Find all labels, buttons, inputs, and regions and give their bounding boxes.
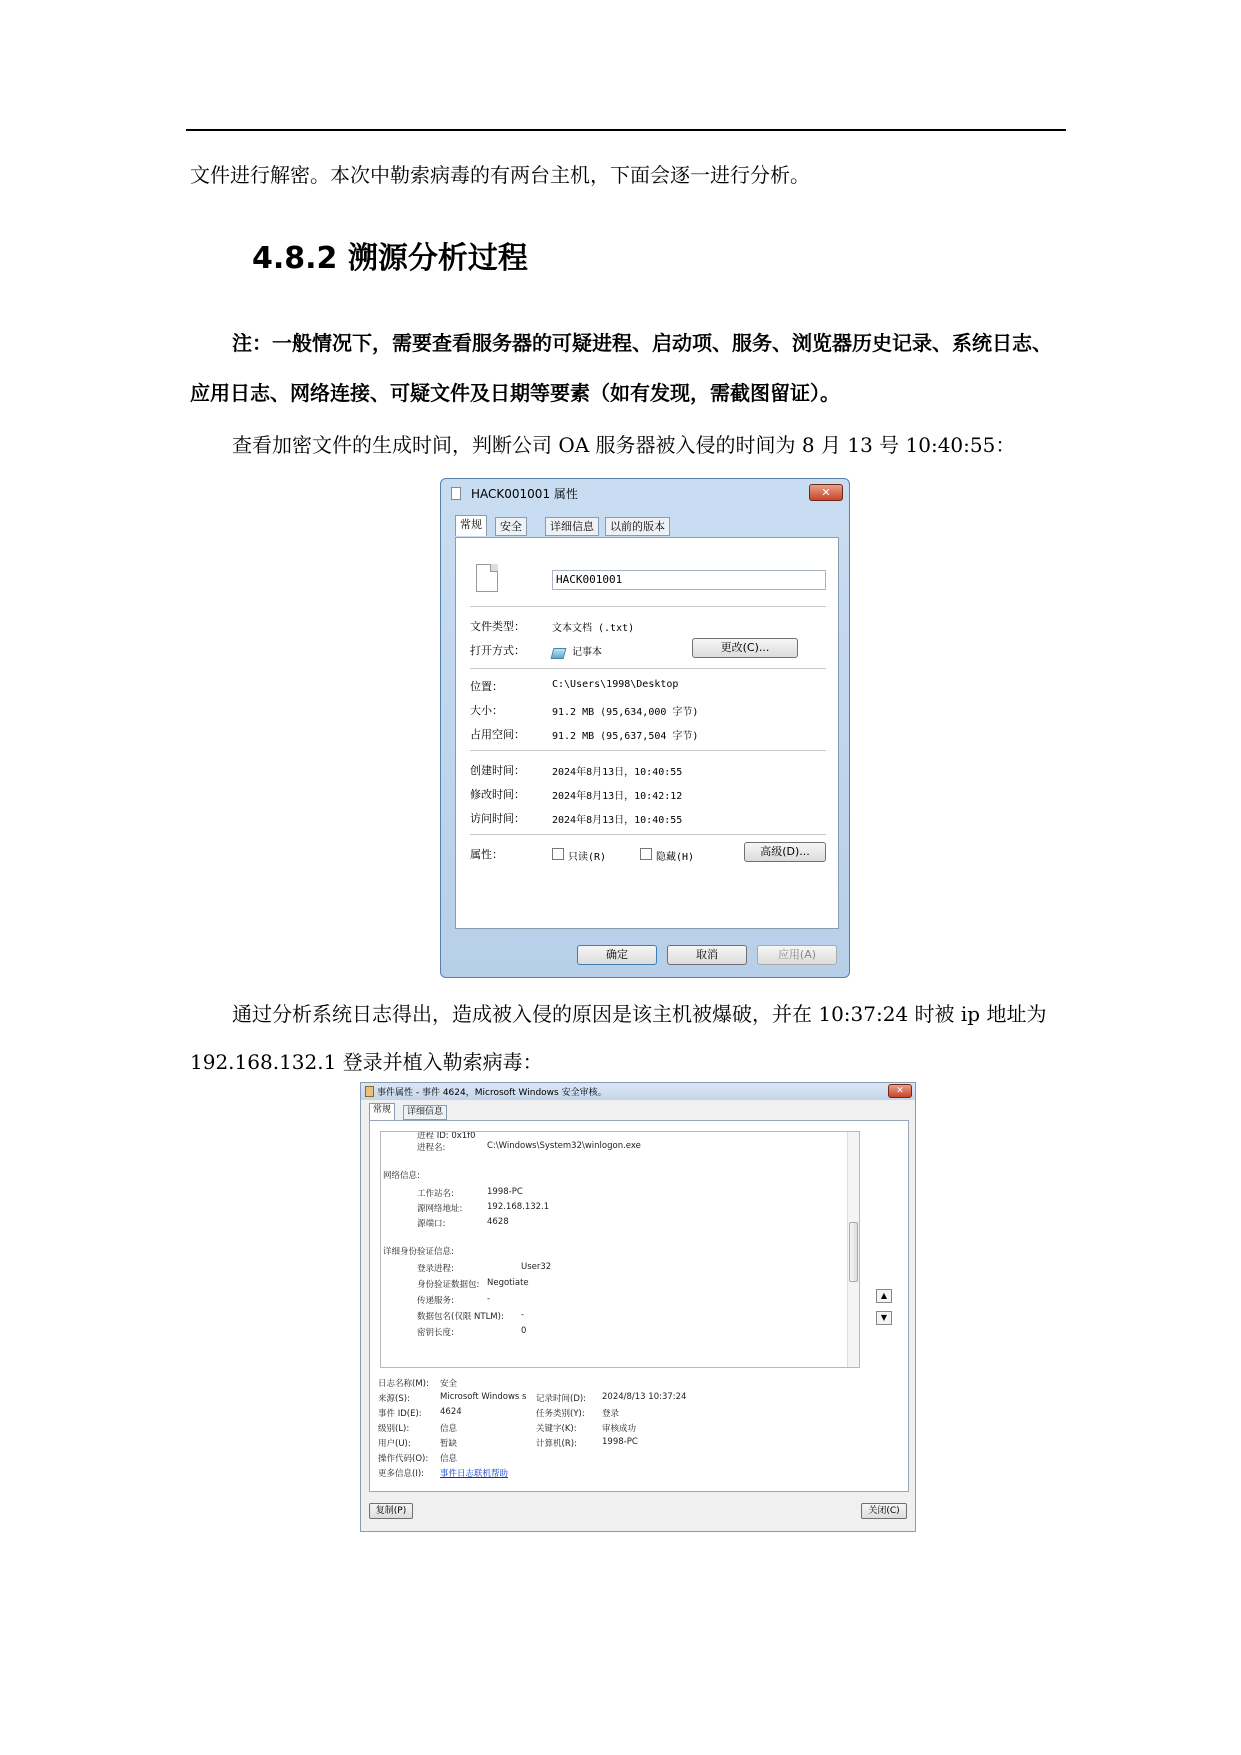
section-heading: 4.8.2 溯源分析过程 <box>252 241 528 276</box>
dialog-title: 事件属性 - 事件 4624，Microsoft Windows 安全审核。 <box>377 1088 607 1098</box>
modified-label: 修改时间： <box>470 788 525 801</box>
tab-details[interactable]: 详细信息 <box>403 1105 447 1120</box>
close-button[interactable]: 关闭(C) <box>861 1503 907 1519</box>
note-paragraph: 注：一般情况下，需要查看服务器的可疑进程、启动项、服务、浏览器历史记录、系统日志、应用日志、网络连接、可疑文件及日期等要素（如有发现，需截图留证）。 <box>190 331 1052 405</box>
general-panel <box>369 1120 909 1492</box>
general-panel <box>455 537 839 929</box>
paragraph-intro: 文件进行解密。本次中勒索病毒的有两台主机，下面会逐一进行分析。 <box>190 163 810 187</box>
advanced-button[interactable]: 高级(D)... <box>744 842 826 862</box>
auth-header: 详细身份验证信息: <box>383 1247 454 1257</box>
paragraph-file-time: 查看加密文件的生成时间，判断公司 OA 服务器被入侵的时间为 8 月 13 号 10:40:55： <box>232 433 1016 457</box>
modified-value: 2024年8月13日，10:42:12 <box>552 791 683 802</box>
filename-field[interactable]: HACK001001 <box>552 570 826 590</box>
event-description <box>380 1131 860 1368</box>
keywords-value: 审核成功 <box>602 1424 637 1434</box>
close-icon[interactable]: ✕ <box>809 484 843 501</box>
disk-size-value: 91.2 MB (95,637,504 字节) <box>552 731 699 742</box>
source-value: Microsoft Windows s <box>440 1392 527 1402</box>
file-type-value: 文本文档 (.txt) <box>552 623 635 634</box>
opcode-value: 信息 <box>440 1454 458 1464</box>
hidden-label: 隐藏(H) <box>656 852 695 863</box>
notepad-icon <box>551 648 567 659</box>
document-icon <box>476 564 498 592</box>
paragraph-event-analysis: 通过分析系统日志得出，造成被入侵的原因是该主机被爆破，并在 10:37:24 时被 ip 地址为 192.168.132.1 登录并植入勒索病毒： <box>190 1002 1047 1074</box>
logged-label: 记录时间(D): <box>536 1394 587 1404</box>
open-with-value: 记事本 <box>572 647 602 658</box>
created-label: 创建时间： <box>470 764 525 777</box>
computer-value: 1998-PC <box>602 1437 638 1447</box>
source-address-label: 源网络地址: <box>417 1204 463 1214</box>
file-icon <box>451 487 461 500</box>
tab-security[interactable]: 安全 <box>495 517 527 536</box>
logon-process-value: User32 <box>521 1262 552 1272</box>
task-category-label: 任务类别(Y): <box>536 1409 585 1419</box>
vertical-scrollbar[interactable] <box>847 1132 859 1367</box>
network-header: 网络信息: <box>383 1171 420 1181</box>
transited-value: - <box>487 1294 491 1304</box>
dialog-title: HACK001001 属性 <box>471 487 578 501</box>
source-address-value: 192.168.132.1 <box>487 1202 550 1212</box>
event-icon <box>365 1086 374 1097</box>
tab-details[interactable]: 详细信息 <box>545 517 599 536</box>
cancel-button[interactable]: 取消 <box>667 945 747 965</box>
process-name-value: C:\Windows\System32\winlogon.exe <box>487 1141 641 1151</box>
keywords-label: 关键字(K): <box>536 1424 577 1434</box>
level-label: 级别(L): <box>378 1424 410 1434</box>
logon-process-label: 登录进程: <box>417 1264 454 1274</box>
tab-general[interactable]: 常规 <box>369 1103 395 1120</box>
source-label: 来源(S): <box>378 1394 410 1404</box>
process-name-label: 进程名: <box>417 1143 446 1153</box>
accessed-label: 访问时间： <box>470 812 525 825</box>
file-type-label: 文件类型： <box>470 620 525 633</box>
attributes-label: 属性： <box>470 848 503 861</box>
source-port-value: 4628 <box>487 1217 509 1227</box>
divider <box>470 834 826 835</box>
event-log-help-link[interactable]: 事件日志联机帮助 <box>440 1469 509 1479</box>
tab-general[interactable]: 常规 <box>455 515 487 536</box>
down-arrow-icon[interactable]: ▼ <box>876 1311 892 1325</box>
more-info-label: 更多信息(I): <box>378 1469 425 1479</box>
user-value: 暂缺 <box>440 1439 458 1449</box>
divider <box>470 668 826 669</box>
size-value: 91.2 MB (95,634,000 字节) <box>552 707 699 718</box>
task-category-value: 登录 <box>602 1409 620 1419</box>
change-button[interactable]: 更改(C)... <box>692 638 798 658</box>
up-arrow-icon[interactable]: ▲ <box>876 1289 892 1303</box>
header-rule <box>186 129 1066 131</box>
log-name-value: 安全 <box>440 1379 458 1389</box>
event-properties-dialog <box>360 1082 916 1532</box>
transited-label: 传递服务: <box>417 1296 454 1306</box>
file-properties-dialog <box>440 478 850 978</box>
disk-size-label: 占用空间： <box>470 728 525 741</box>
readonly-label: 只读(R) <box>568 852 607 863</box>
cut-off-line: 进程 ID: 0x1f0 <box>417 1131 476 1141</box>
workstation-label: 工作站名: <box>417 1189 454 1199</box>
level-value: 信息 <box>440 1424 458 1434</box>
hidden-checkbox[interactable] <box>640 848 652 860</box>
apply-button[interactable]: 应用(A) <box>757 945 837 965</box>
dialog-titlebar <box>441 479 849 507</box>
close-icon[interactable]: ✕ <box>888 1084 912 1098</box>
location-value: C:\Users\1998\Desktop <box>552 679 679 690</box>
opcode-label: 操作代码(O): <box>378 1454 429 1464</box>
readonly-checkbox[interactable] <box>552 848 564 860</box>
created-value: 2024年8月13日，10:40:55 <box>552 767 683 778</box>
accessed-value: 2024年8月13日，10:40:55 <box>552 815 683 826</box>
tab-previous-versions[interactable]: 以前的版本 <box>605 517 670 536</box>
event-id-value: 4624 <box>440 1407 462 1417</box>
workstation-value: 1998-PC <box>487 1187 523 1197</box>
package-name-value: - <box>521 1310 525 1320</box>
computer-label: 计算机(R): <box>536 1439 577 1449</box>
package-name-label: 数据包名(仅限 NTLM): <box>417 1312 504 1322</box>
scroll-thumb[interactable] <box>849 1222 858 1282</box>
auth-package-label: 身份验证数据包: <box>417 1280 480 1290</box>
logged-value: 2024/8/13 10:37:24 <box>602 1392 687 1402</box>
copy-button[interactable]: 复制(P) <box>369 1503 413 1519</box>
log-name-label: 日志名称(M): <box>378 1379 429 1389</box>
event-id-label: 事件 ID(E): <box>378 1409 422 1419</box>
ok-button[interactable]: 确定 <box>577 945 657 965</box>
source-port-label: 源端口: <box>417 1219 446 1229</box>
open-with-label: 打开方式： <box>470 644 525 657</box>
key-length-value: 0 <box>521 1326 527 1336</box>
key-length-label: 密钥长度: <box>417 1328 454 1338</box>
dialog-titlebar <box>361 1083 915 1100</box>
divider <box>470 750 826 751</box>
auth-package-value: Negotiate <box>487 1278 529 1288</box>
user-label: 用户(U): <box>378 1439 411 1449</box>
divider <box>470 606 826 607</box>
size-label: 大小： <box>470 704 503 717</box>
location-label: 位置： <box>470 680 503 693</box>
